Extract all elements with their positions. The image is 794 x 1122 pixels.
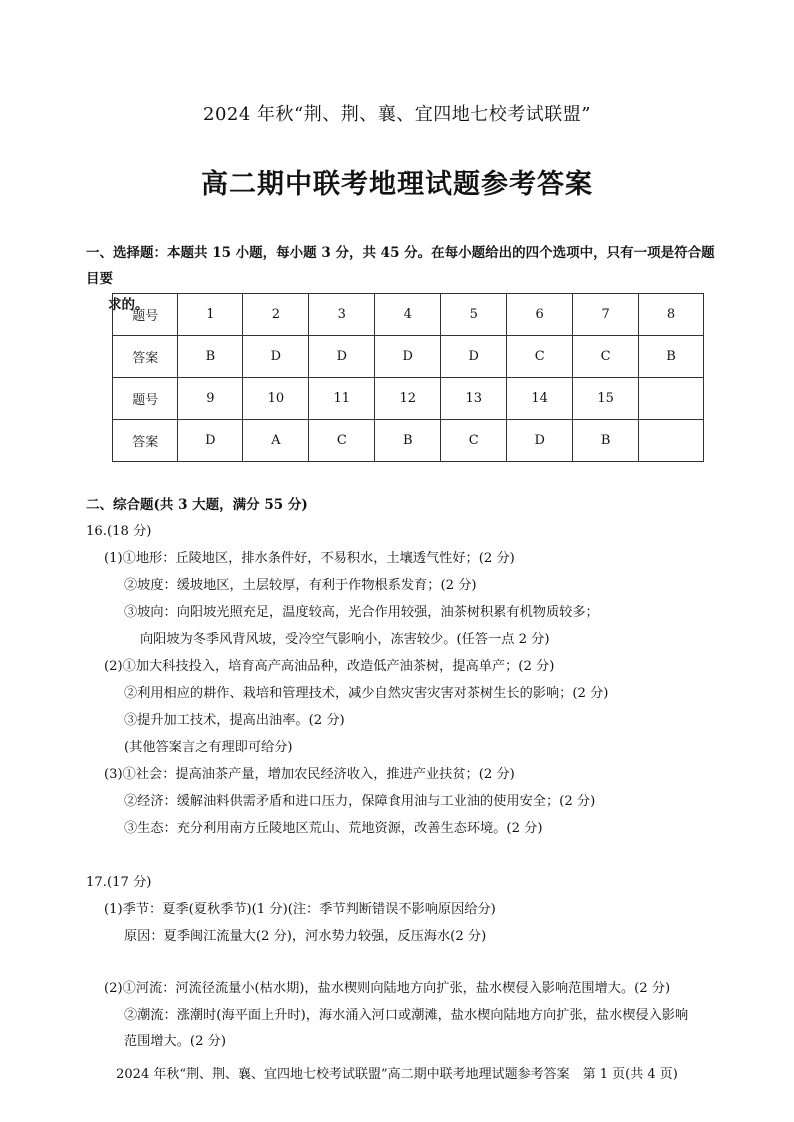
table-cell: 4	[375, 294, 441, 336]
table-cell: B	[573, 420, 639, 462]
table-cell: 3	[309, 294, 375, 336]
table-cell: 8	[639, 294, 704, 336]
table-cell: 5	[441, 294, 507, 336]
row-label-question: 题号	[113, 378, 178, 420]
table-cell: B	[639, 336, 704, 378]
q16-line: ②利用相应的耕作、栽培和管理技术，减少自然灾害灾害对茶树生长的影响；(2 分)	[124, 686, 609, 701]
table-cell: 1	[178, 294, 243, 336]
table-cell: 12	[375, 378, 441, 420]
q17-line: (2)①河流：河流径流量小(枯水期)，盐水楔则向陆地方向扩张，盐水楔侵入影响范围增大。(2 分)	[104, 981, 671, 996]
table-row	[113, 336, 704, 378]
page-title: 高二期中联考地理试题参考答案	[201, 169, 593, 200]
q16-line: ③坡向：向阳坡光照充足，温度较高，光合作用较强，油茶树积累有机物质较多；	[124, 605, 599, 620]
table-row	[113, 294, 704, 336]
table-cell: C	[573, 336, 639, 378]
q16-line: ③生态：充分利用南方丘陵地区荒山、荒地资源，改善生态环境。(2 分)	[124, 821, 543, 836]
table-cell: 9	[178, 378, 243, 420]
table-cell-empty	[639, 420, 704, 462]
page-footer: 2024 年秋“荆、荆、襄、宜四地七校考试联盟”高二期中联考地理试题参考答案 第 1 页(共 4 页)	[116, 1067, 678, 1082]
row-label-answer: 答案	[113, 420, 178, 462]
table-row	[113, 378, 704, 420]
table-cell: 15	[573, 378, 639, 420]
q16-line: (其他答案言之有理即可给分)	[124, 740, 293, 755]
table-cell: C	[309, 420, 375, 462]
exam-alliance-subtitle: 2024 年秋“荆、荆、襄、宜四地七校考试联盟”	[203, 104, 591, 125]
table-cell: 11	[309, 378, 375, 420]
q16-line: 向阳坡为冬季风背风坡，受冷空气影响小，冻害较少。(任答一点 2 分)	[140, 632, 550, 647]
q17-line: ②潮流：涨潮时(海平面上升时)，海水涌入河口或潮滩，盐水楔向陆地方向扩张，盐水楔侵入影响	[124, 1008, 689, 1023]
section-2-heading: 二、综合题(共 3 大题，满分 55 分)	[86, 497, 308, 513]
table-cell: 14	[507, 378, 573, 420]
q16-line: (1)①地形：丘陵地区，排水条件好，不易积水，土壤透气性好；(2 分)	[104, 551, 515, 566]
q16-line: (2)①加大科技投入，培育高产高油品种，改造低产油茶树，提高单产；(2 分)	[104, 659, 555, 674]
q17-line: 范围增大。(2 分)	[124, 1034, 226, 1049]
table-cell: D	[507, 420, 573, 462]
table-cell: C	[507, 336, 573, 378]
answer-table	[112, 293, 704, 462]
q16-line: ③提升加工技术，提高出油率。(2 分)	[124, 713, 345, 728]
table-cell: B	[178, 336, 243, 378]
table-cell-empty	[639, 378, 704, 420]
table-cell: 2	[243, 294, 309, 336]
table-cell: D	[375, 336, 441, 378]
q16-line: (3)①社会：提高油茶产量，增加农民经济收入，推进产业扶贫；(2 分)	[104, 767, 515, 782]
q16-line: ②坡度：缓坡地区，土层较厚，有利于作物根系发育；(2 分)	[124, 578, 477, 593]
row-label-question: 题号	[113, 294, 178, 336]
table-cell: D	[243, 336, 309, 378]
row-label-answer: 答案	[113, 336, 178, 378]
table-cell: D	[309, 336, 375, 378]
table-cell: 7	[573, 294, 639, 336]
table-cell: 10	[243, 378, 309, 420]
table-row	[113, 420, 704, 462]
q16-label: 16.(18 分)	[86, 524, 152, 539]
table-cell: D	[178, 420, 243, 462]
q17-line: 原因：夏季闽江流量大(2 分)，河水势力较强，反压海水(2 分)	[124, 929, 487, 944]
table-cell: A	[243, 420, 309, 462]
table-cell: 13	[441, 378, 507, 420]
table-cell: D	[441, 336, 507, 378]
q17-line: (1)季节：夏季(夏秋季节)(1 分)(注：季节判断错误不影响原因给分)	[104, 902, 496, 917]
table-cell: B	[375, 420, 441, 462]
table-cell: C	[441, 420, 507, 462]
section-1-heading-line2: 求的。	[108, 297, 149, 313]
q16-line: ②经济：缓解油料供需矛盾和进口压力，保障食用油与工业油的使用安全；(2 分)	[124, 794, 596, 809]
q17-label: 17.(17 分)	[86, 875, 152, 890]
table-cell: 6	[507, 294, 573, 336]
section-1-heading-line1: 一、选择题：本题共 15 小题，每小题 3 分，共 45 分。在每小题给出的四个选项中，只有一项是符合题目要	[86, 245, 715, 287]
